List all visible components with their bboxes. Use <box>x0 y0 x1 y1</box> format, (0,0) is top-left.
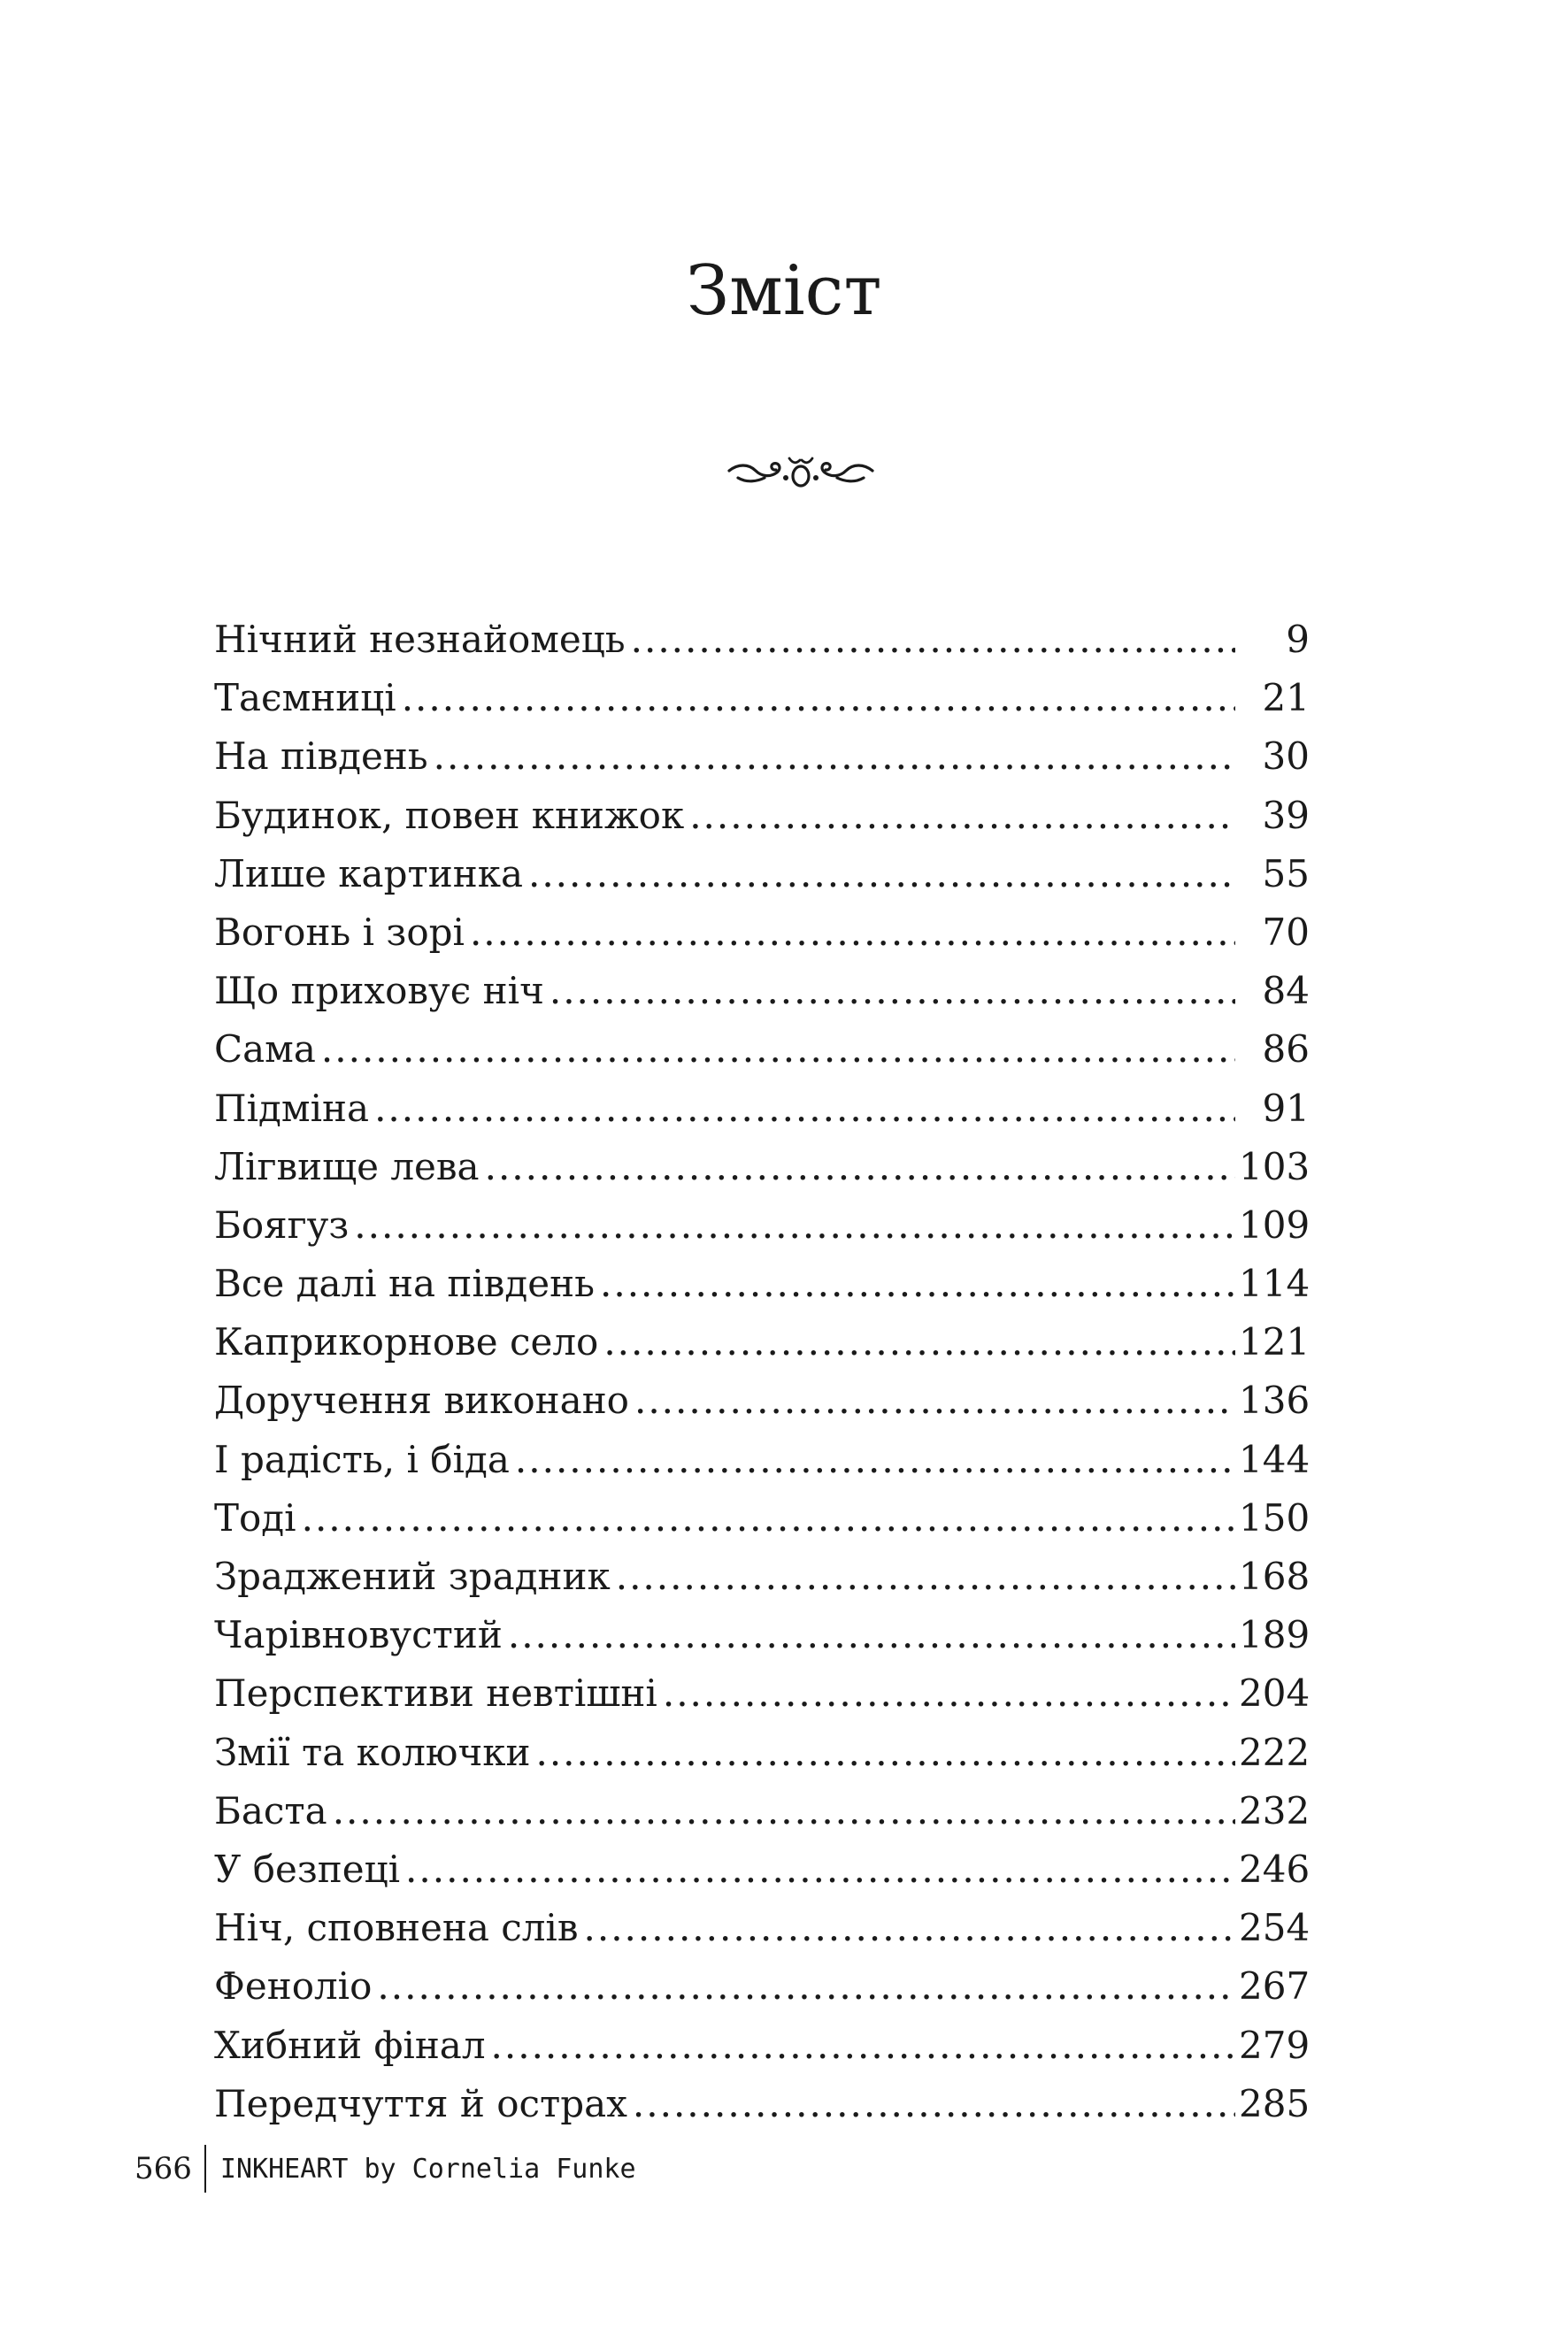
toc-entry-page: 109 <box>1239 1202 1311 1247</box>
toc-entry-page: 55 <box>1262 851 1310 895</box>
toc-entry-title: Все далі на південь <box>214 1262 595 1306</box>
toc-entry-title: Зраджений зрадник <box>214 1555 611 1598</box>
footer-divider <box>204 2145 206 2193</box>
toc-entry[interactable] <box>214 1548 1310 1606</box>
toc-entry[interactable] <box>214 845 1310 903</box>
toc-dot-leader <box>470 903 1235 962</box>
toc-entry[interactable] <box>214 1255 1310 1313</box>
toc-dot-leader <box>633 2075 1235 2133</box>
running-footer-title: INKHEART by Cornelia Funke <box>219 2153 636 2185</box>
toc-entry-title: Лігвище лева <box>214 1144 480 1188</box>
toc-entry[interactable] <box>214 1840 1310 1899</box>
toc-entry-title: Перспективи невтішні <box>214 1671 657 1716</box>
toc-dot-leader <box>434 727 1235 786</box>
toc-entry-title: На південь <box>214 734 428 779</box>
toc-entry[interactable] <box>214 1431 1310 1489</box>
toc-dot-leader <box>600 1255 1235 1313</box>
toc-entry-title: Феноліо <box>214 1964 373 2009</box>
toc-entry-title: Доручення виконано <box>214 1379 629 1423</box>
toc-entry[interactable] <box>214 1138 1310 1196</box>
toc-dot-leader <box>550 962 1235 1020</box>
toc-entry-title: Підміна <box>214 1086 370 1130</box>
toc-entry-title: Хибний фінал <box>214 2023 486 2067</box>
page-footer <box>135 2145 636 2193</box>
toc-entry[interactable] <box>214 2017 1310 2075</box>
toc-entry-title: Змії та колючки <box>214 1730 531 1774</box>
toc-dot-leader <box>663 1664 1235 1723</box>
toc-entry[interactable] <box>214 1606 1310 1664</box>
toc-entry-page: 21 <box>1262 676 1310 720</box>
toc-entry-page: 168 <box>1239 1555 1311 1598</box>
toc-entry[interactable] <box>214 1489 1310 1548</box>
toc-entry-page: 189 <box>1239 1613 1311 1657</box>
toc-entry[interactable] <box>214 1020 1310 1079</box>
toc-entry-title: Лише картинка <box>214 851 523 895</box>
toc-dot-leader <box>402 669 1235 727</box>
toc-dot-leader <box>508 1606 1235 1664</box>
toc-entry-page: 150 <box>1239 1495 1311 1540</box>
toc-entry-page: 103 <box>1239 1144 1311 1188</box>
toc-entry-title: Боягуз <box>214 1202 350 1247</box>
toc-dot-leader <box>584 1899 1236 1957</box>
toc-entry-page: 285 <box>1239 2081 1311 2125</box>
toc-dot-leader <box>515 1431 1235 1489</box>
toc-entry[interactable] <box>214 2075 1310 2133</box>
toc-entry-page: 254 <box>1239 1906 1311 1950</box>
toc-entry-page: 121 <box>1239 1320 1311 1364</box>
toc-entry-page: 86 <box>1262 1027 1310 1072</box>
toc-entry[interactable] <box>214 1371 1310 1430</box>
toc-dot-leader <box>634 1371 1235 1430</box>
toc-entry[interactable] <box>214 787 1310 845</box>
toc-entry-page: 30 <box>1262 734 1310 779</box>
toc-entry[interactable] <box>214 1724 1310 1782</box>
toc-entry-page: 144 <box>1239 1437 1311 1481</box>
toc-entry[interactable] <box>214 962 1310 1020</box>
toc-entry[interactable] <box>214 1899 1310 1957</box>
toc-entry-title: Каприкорнове село <box>214 1320 599 1364</box>
toc-dot-leader <box>321 1020 1235 1079</box>
toc-entry-page: 267 <box>1239 1964 1311 2009</box>
toc-entry-page: 232 <box>1239 1788 1311 1832</box>
toc-entry-page: 204 <box>1239 1671 1311 1716</box>
toc-dot-leader <box>603 1313 1235 1371</box>
toc-entry-page: 222 <box>1239 1730 1311 1774</box>
toc-dot-leader <box>377 1957 1235 2016</box>
toc-entry-title: І радість, і біда <box>214 1437 510 1481</box>
toc-entry[interactable] <box>214 1664 1310 1723</box>
toc-dot-leader <box>616 1548 1235 1606</box>
toc-entry[interactable] <box>214 1782 1310 1840</box>
toc-dot-leader <box>374 1079 1235 1138</box>
toc-entry[interactable] <box>214 727 1310 786</box>
toc-entry-title: Сама <box>214 1027 316 1072</box>
toc-dot-leader <box>631 611 1235 669</box>
toc-dot-leader <box>528 845 1235 903</box>
toc-dot-leader <box>354 1196 1235 1255</box>
toc-entry-title: Передчуття й острах <box>214 2081 627 2125</box>
toc-entry-title: Чарівновустий <box>214 1613 503 1657</box>
toc-entry-page: 39 <box>1262 793 1310 837</box>
toc-entry-page: 70 <box>1262 910 1310 954</box>
table-of-contents <box>214 611 1310 2133</box>
toc-dot-leader <box>491 2017 1235 2075</box>
ornament-icon <box>726 451 876 496</box>
toc-entry[interactable] <box>214 1079 1310 1138</box>
toc-entry-title: Тоді <box>214 1495 296 1540</box>
page-number: 566 <box>135 2151 192 2186</box>
toc-entry-title: Таємниці <box>214 676 396 720</box>
toc-dot-leader <box>689 787 1235 845</box>
toc-entry-title: Баста <box>214 1788 327 1832</box>
toc-entry[interactable] <box>214 1196 1310 1255</box>
toc-dot-leader <box>302 1489 1235 1548</box>
toc-entry-title: У безпеці <box>214 1847 401 1891</box>
toc-dot-leader <box>535 1724 1235 1782</box>
toc-entry-title: Ніч, сповнена слів <box>214 1906 579 1950</box>
toc-entry-page: 279 <box>1239 2023 1311 2067</box>
toc-entry-page: 91 <box>1262 1086 1310 1130</box>
toc-entry-title: Вогонь і зорі <box>214 910 465 954</box>
toc-entry[interactable] <box>214 1313 1310 1371</box>
toc-entry-title: Будинок, повен книжок <box>214 793 685 837</box>
toc-dot-leader <box>405 1840 1235 1899</box>
toc-dot-leader <box>333 1782 1235 1840</box>
toc-entry-page: 136 <box>1239 1379 1311 1423</box>
toc-entry[interactable] <box>214 1957 1310 2016</box>
page-title: Зміст <box>686 251 882 331</box>
toc-entry-title: Нічний незнайомець <box>214 618 626 661</box>
toc-entry-page: 246 <box>1239 1847 1311 1891</box>
toc-entry-page: 9 <box>1286 618 1310 661</box>
toc-dot-leader <box>485 1138 1235 1196</box>
toc-entry[interactable] <box>214 669 1310 727</box>
toc-entry-page: 84 <box>1262 969 1310 1013</box>
toc-entry[interactable] <box>214 903 1310 962</box>
toc-entry-title: Що приховує ніч <box>214 969 544 1013</box>
toc-entry-page: 114 <box>1239 1262 1311 1306</box>
toc-entry[interactable] <box>214 611 1310 669</box>
